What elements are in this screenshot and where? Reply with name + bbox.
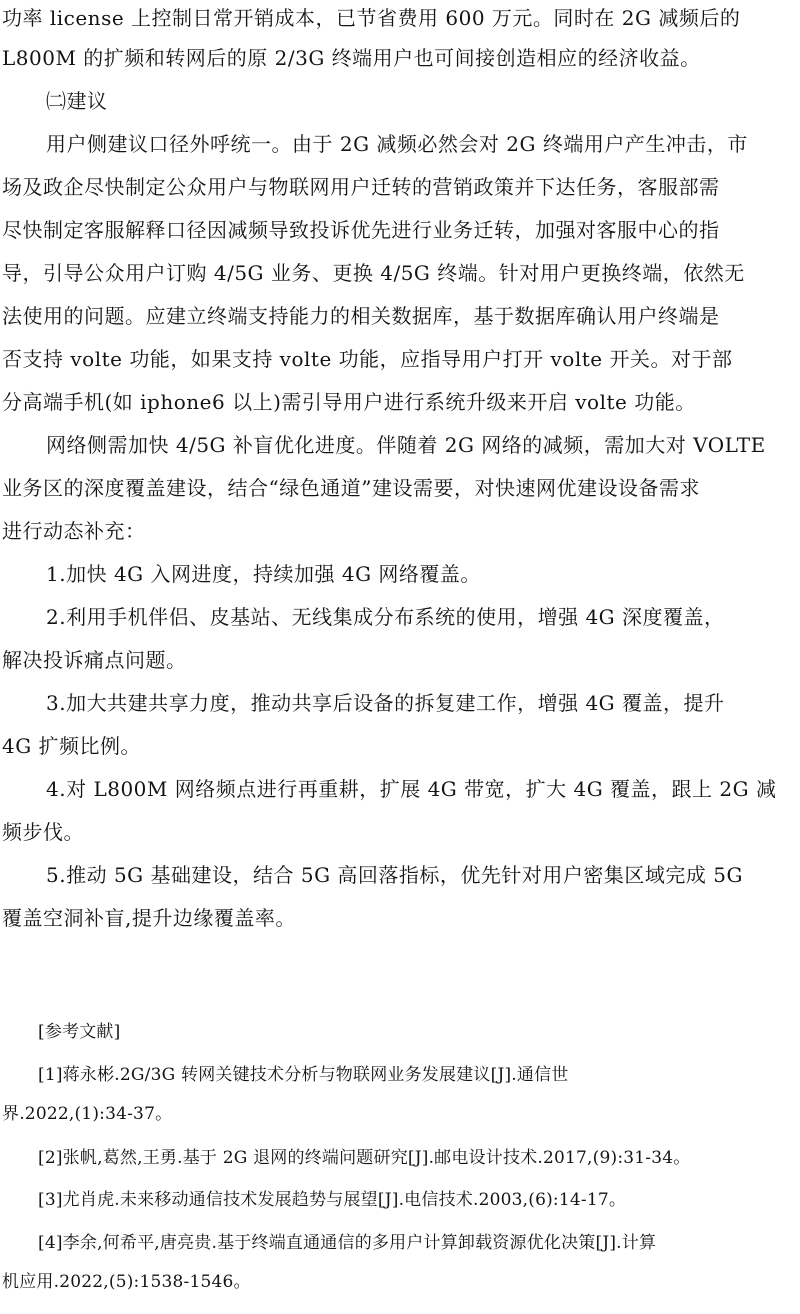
list-item-4-line-1: 4.对 L800M 网络频点进行再重耕，扩展 4G 带宽，扩大 4G 覆盖，跟上 2G 减 xyxy=(46,777,777,801)
reference-4-line-1: [4]李余,何希平,唐亮贵.基于终端直通通信的多用户计算卸载资源优化决策[J].计算 xyxy=(38,1233,657,1253)
list-item-2-line-1: 2.利用手机伴侣、皮基站、无线集成分布系统的使用，增强 4G 深度覆盖， xyxy=(46,605,725,629)
list-item-3-line-2: 4G 扩频比例。 xyxy=(2,734,142,758)
network-side-line-2: 业务区的深度覆盖建设，结合“绿色通道”建设需要，对快速网优建设设备需求 xyxy=(2,476,700,500)
intro-line-2: L800M 的扩频和转网后的原 2/3G 终端用户也可间接创造相应的经济收益。 xyxy=(2,46,701,70)
section-heading: ㈡建议 xyxy=(46,89,108,113)
user-side-line-3: 尽快制定客服解释口径因减频导致投诉优先进行业务迁转，加强对客服中心的指 xyxy=(2,218,720,242)
references-heading: [参考文献] xyxy=(38,1022,121,1042)
network-side-line-1: 网络侧需加快 4/5G 补盲优化进度。伴随着 2G 网络的减频，需加大对 VOLTE xyxy=(46,433,766,457)
list-item-4-line-2: 频步伐。 xyxy=(2,820,84,844)
network-side-line-3: 进行动态补充： xyxy=(2,519,146,543)
list-item-5-line-1: 5.推动 5G 基础建设，结合 5G 高回落指标，优先针对用户密集区域完成 5G xyxy=(46,863,743,887)
list-item-3-line-1: 3.加大共建共享力度，推动共享后设备的拆复建工作，增强 4G 覆盖，提升 xyxy=(46,691,725,715)
list-item-5-line-2: 覆盖空洞补盲,提升边缘覆盖率。 xyxy=(2,906,296,930)
user-side-line-4: 导，引导公众用户订购 4/5G 业务、更换 4/5G 终端。针对用户更换终端，依然无 xyxy=(2,261,745,285)
reference-2: [2]张帆,葛然,王勇.基于 2G 退网的终端问题研究[J].邮电设计技术.2017,(9):31-34。 xyxy=(38,1148,691,1168)
reference-3: [3]尤肖虎.未来移动通信技术发展趋势与展望[J].电信技术.2003,(6):14-17。 xyxy=(38,1190,627,1210)
reference-4-line-2: 机应用.2022,(5):1538-1546。 xyxy=(2,1272,251,1292)
intro-line-1: 功率 license 上控制日常开销成本，已节省费用 600 万元。同时在 2G 减频后的 xyxy=(2,6,741,30)
reference-1-line-1: [1]蒋永彬.2G/3G 转网关键技术分析与物联网业务发展建议[J].通信世 xyxy=(38,1065,569,1085)
user-side-line-2: 场及政企尽快制定公众用户与物联网用户迁转的营销政策并下达任务，客服部需 xyxy=(2,175,720,199)
list-item-2-line-2: 解决投诉痛点问题。 xyxy=(2,648,187,672)
user-side-line-1: 用户侧建议口径外呼统一。由于 2G 减频必然会对 2G 终端用户产生冲击，市 xyxy=(46,132,748,156)
list-item-1-line-1: 1.加快 4G 入网进度，持续加强 4G 网络覆盖。 xyxy=(46,562,481,586)
reference-1-line-2: 界.2022,(1):34-37。 xyxy=(2,1104,173,1124)
user-side-line-7: 分高端手机(如 iphone6 以上)需引导用户进行系统升级来开启 volte 功能。 xyxy=(2,390,696,414)
user-side-line-5: 法使用的问题。应建立终端支持能力的相关数据库，基于数据库确认用户终端是 xyxy=(2,304,720,328)
user-side-line-6: 否支持 volte 功能，如果支持 volte 功能，应指导用户打开 volte 开关。对于部 xyxy=(2,347,733,371)
